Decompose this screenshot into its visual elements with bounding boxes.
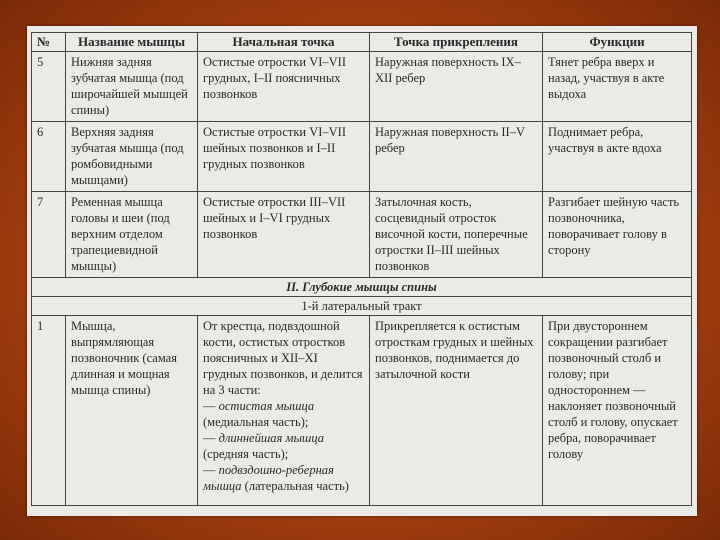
table-header-row [32,33,692,52]
function-cell: Разгибает шейную часть позвоночника, поворачивает голову в сторону [543,192,692,278]
table-row [32,316,692,506]
muscle-name: Верхняя задняя зубчатая мышца (под ромбовидными мышцами) [66,122,198,192]
origin-cell [198,316,370,506]
insertion-cell: Затылочная кость, сосцевидный отросток височной кости, поперечные отростки II–III шейных позвонков [370,192,543,278]
part-item: — остистая мышца (медиальная часть); [203,399,315,429]
table-row [32,192,692,278]
insertion-cell: Наружная поверхность II–V ребер [370,122,543,192]
subsection-title: 1-й латеральный тракт [32,297,692,316]
part-desc: (средняя часть); [203,447,289,461]
muscle-name: Ременная мышца головы и шеи (под верхним отделом трапециевидной мышцы) [66,192,198,278]
part-name: остистая мышца [218,399,315,413]
part-item: — подвздошно-реберная мышца (латеральная часть) [203,463,349,493]
table-row [32,52,692,122]
origin-cell: Остистые отростки VI–VII шейных позвонков и I–II грудных позвонков [198,122,370,192]
header-function: Функции [543,33,692,52]
document-page [27,26,697,516]
part-name: подвздошно-реберная мышца [203,463,334,493]
origin-main-text: От крестца, подвздошной кости, остистых отростков поясничных и XII–XI грудных позвонков, и делится на 3 части: [203,319,363,397]
row-number: 5 [32,52,66,122]
subsection-row [32,297,692,316]
header-origin: Начальная точка [198,33,370,52]
part-name: длиннейшая мышца [218,431,325,445]
part-desc: (латеральная часть) [244,479,349,493]
part-item: — длиннейшая мышца (средняя часть); [203,431,325,461]
header-insertion: Точка прикрепления [370,33,543,52]
muscle-name: Мышца, выпрямляющая позвоночник (самая длинная и мощная мышца спины) [66,316,198,506]
row-number: 1 [32,316,66,506]
muscle-name: Нижняя задняя зубчатая мышца (под широчайшей мышцей спины) [66,52,198,122]
origin-cell: Остистые отростки VI–VII грудных, I–II поясничных позвонков [198,52,370,122]
row-number: 7 [32,192,66,278]
header-number: № [32,33,66,52]
insertion-cell: Прикрепляется к остистым отросткам грудных и шейных позвонков, поднимается до затылочной кости [370,316,543,506]
table-row [32,122,692,192]
function-cell: При двустороннем сокращении разгибает позвоночный столб и голову; при одностороннем — наклоняет позвоночный столб и голову, опускает ребра, поворачивает голову [543,316,692,506]
section-title: II. Глубокие мышцы спины [32,278,692,297]
function-cell: Тянет ребра вверх и назад, участвуя в акте выдоха [543,52,692,122]
origin-cell: Остистые отростки III–VII шейных и I–VI грудных позвонков [198,192,370,278]
header-muscle-name: Название мышцы [66,33,198,52]
insertion-cell: Наружная поверхность IX–XII ребер [370,52,543,122]
muscles-table [31,32,692,506]
part-desc: (медиальная часть); [203,415,309,429]
row-number: 6 [32,122,66,192]
function-cell: Поднимает ребра, участвуя в акте вдоха [543,122,692,192]
section-row [32,278,692,297]
